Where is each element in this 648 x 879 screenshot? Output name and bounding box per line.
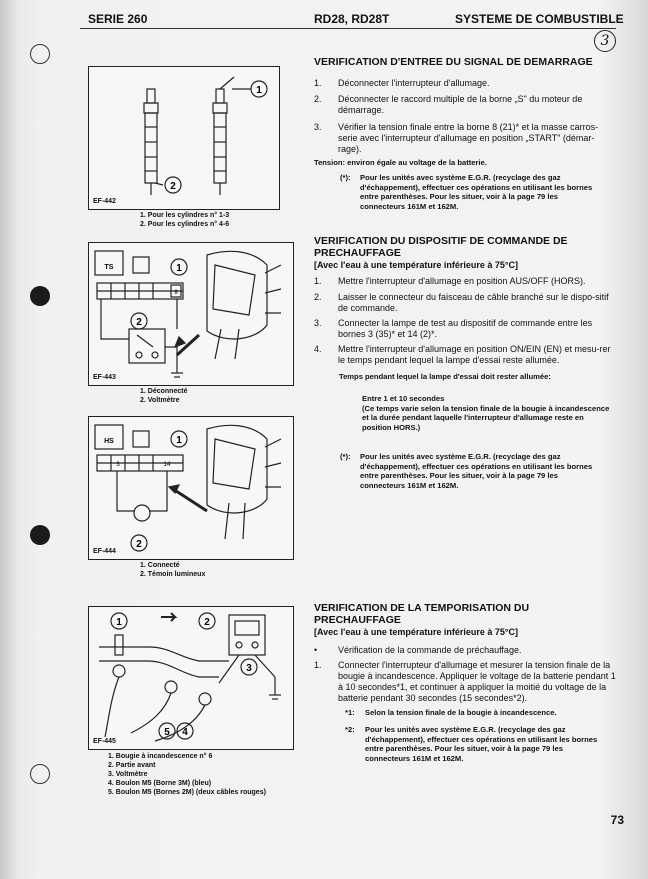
caption-line: 2. Témoin lumineux — [140, 571, 206, 578]
footnote: *1: Selon la tension finale de la bougie à incandescence. — [345, 708, 557, 717]
step-item: 3. Connecter la lampe de test au dispositif de commande entre les bornes 3 (35)* et 14 (2)*. — [314, 318, 593, 339]
binder-hole — [30, 44, 50, 64]
figure-id: EF-442 — [93, 198, 116, 205]
figure-id: EF-445 — [93, 738, 116, 745]
step-item: 3. Vérifier la tension finale entre la borne 8 (21)* et la masse carros-serie avec l'interrupteur d'allumage en position „START" (démar-rage). — [314, 122, 599, 154]
section-title: VERIFICATION D'ENTREE DU SIGNAL DE DEMARRAGE — [314, 56, 593, 68]
caption-line: 2. Voltmètre — [140, 397, 180, 404]
caption-line: 1. Pour les cylindres n° 1-3 — [140, 212, 230, 219]
callout-2: 2 — [170, 181, 176, 192]
callout-1: 1 — [256, 85, 262, 96]
binder-hole — [30, 764, 50, 784]
header-rule — [80, 28, 616, 29]
caption-line: 1. Déconnecté — [140, 388, 188, 395]
terminal-tag: 14 — [163, 462, 171, 468]
section-title: VERIFICATION DU DISPOSITIF DE COMMANDE DE PRECHAUFFAGE [Avec l'eau à une température inférieure à 75°C] — [314, 235, 568, 270]
callout-1: 1 — [116, 617, 122, 628]
section-title: VERIFICATION DE LA TEMPORISATION DU PRECHAUFFAGE [Avec l'eau à une température inférieure à 75°C] — [314, 602, 530, 637]
badge-ts: TS — [104, 264, 114, 271]
callout-1: 1 — [176, 263, 182, 274]
series-label: SERIE 260 — [88, 12, 148, 26]
step-item: 1. Mettre l'interrupteur d'allumage en position AUS/OFF (HORS). — [314, 276, 586, 286]
callout-2: 2 — [136, 539, 142, 550]
caption-line: 1. Connecté — [140, 562, 180, 569]
figure-id: EF-444 — [93, 548, 116, 555]
badge-hs: HS — [104, 438, 114, 445]
caption-line: 3. Voltmètre — [108, 771, 148, 778]
figure-caption — [108, 752, 266, 797]
terminal-tag: 3 — [116, 462, 120, 468]
step-item: 1. Déconnecter l'interrupteur d'allumage. — [314, 78, 490, 88]
figure-glow-plugs — [88, 66, 280, 210]
step-item: 2. Laisser le connecteur du faisceau de câble branché sur le dispo-sitif de commande. — [314, 292, 609, 313]
figure-caption — [140, 561, 205, 579]
tension-value: Tension: environ égale au voltage de la batterie. — [314, 158, 487, 167]
binder-hole — [30, 286, 50, 306]
caption-line: 5. Boulon M5 (Bornes 2M) (deux câbles rouges) — [108, 789, 266, 796]
figure-id: EF-443 — [93, 374, 116, 381]
page-number: 73 — [610, 813, 624, 827]
control-unit-illustration — [89, 243, 293, 385]
figure-caption — [140, 211, 229, 229]
step-item: 4. Mettre l'interrupteur d'allumage en position ON/EIN (EN) et mesu-rer le temps pendant lequel la lampe d'essai reste allumée. — [314, 344, 611, 365]
time-value: Entre 1 et 10 secondes (Ce temps varie selon la tension finale de la bougie à incandescence et la durée pendant laquelle l'interrupteur d'allumage reste en position HORS.) — [362, 394, 610, 432]
callout-3: 3 — [246, 663, 252, 674]
voltmeter-glow-plug-illustration — [89, 607, 293, 749]
figure-control-unit-disconnected — [88, 242, 294, 386]
callout-2: 2 — [204, 617, 210, 628]
section-label: SYSTEME DE COMBUSTIBLE — [455, 12, 624, 26]
control-unit-lamp-illustration — [89, 417, 293, 559]
callout-1: 1 — [176, 435, 182, 446]
footnote: (*): Pour les unités avec système E.G.R. (recyclage des gaz d'échappement), effectuer ces opérations en utilisant les bornes entre parenthèses. Pour les situer, voir à la page 79 les connecteurs 161M et 162M. — [340, 173, 593, 211]
glow-plug-illustration — [89, 67, 279, 209]
footnote: (*): Pour les unités avec système E.G.R. (recyclage des gaz d'échappement), effectuer ces opérations en utilisant les bornes entre parenthèses. Pour les situer, voir à la page 79 les connecteurs 161M et 162M. — [340, 452, 593, 490]
caption-line: 4. Boulon M5 (Borne 3M) (bleu) — [108, 780, 212, 787]
caption-line: 2. Pour les cylindres n° 4-6 — [140, 221, 230, 228]
figure-glow-plug-timer — [88, 606, 294, 750]
footnote: *2: Pour les unités avec système E.G.R. (recyclage des gaz d'échappement), effectuer ces opérations en utilisant les bornes entre parenthèses. Pour les situer, voir à la page 79 les connecteurs 161M et 162M. — [345, 725, 598, 763]
caption-line: 2. Partie avant — [108, 762, 156, 769]
figure-control-unit-connected — [88, 416, 294, 560]
time-label: Temps pendant lequel la lampe d'essai doit rester allumée: — [339, 372, 551, 381]
callout-4: 4 — [182, 727, 188, 738]
handwritten-page-mark: 3 — [594, 30, 616, 52]
step-item: 1. Connecter l'interrupteur d'allumage et mesurer la tension finale de la bougie à incandescence. Appliquer le voltage de la batterie pendant 1 à 10 secondes*1, et continuer à appliquer la moitié du voltage de la batterie pendant 30 secondes (15 secondes*2). — [314, 660, 616, 703]
caption-line: 1. Bougie à incandescence n° 6 — [108, 753, 213, 760]
model-label: RD28, RD28T — [314, 12, 390, 26]
terminal-tag: 8 — [174, 290, 178, 296]
callout-2: 2 — [136, 317, 142, 328]
bullet-item: • Vérification de la commande de préchauffage. — [314, 645, 522, 655]
step-item: 2. Déconnecter le raccord multiple de la borne „S" du moteur de démarrage. — [314, 94, 583, 115]
callout-5: 5 — [164, 727, 170, 738]
binder-hole — [30, 525, 50, 545]
figure-caption — [140, 387, 187, 405]
